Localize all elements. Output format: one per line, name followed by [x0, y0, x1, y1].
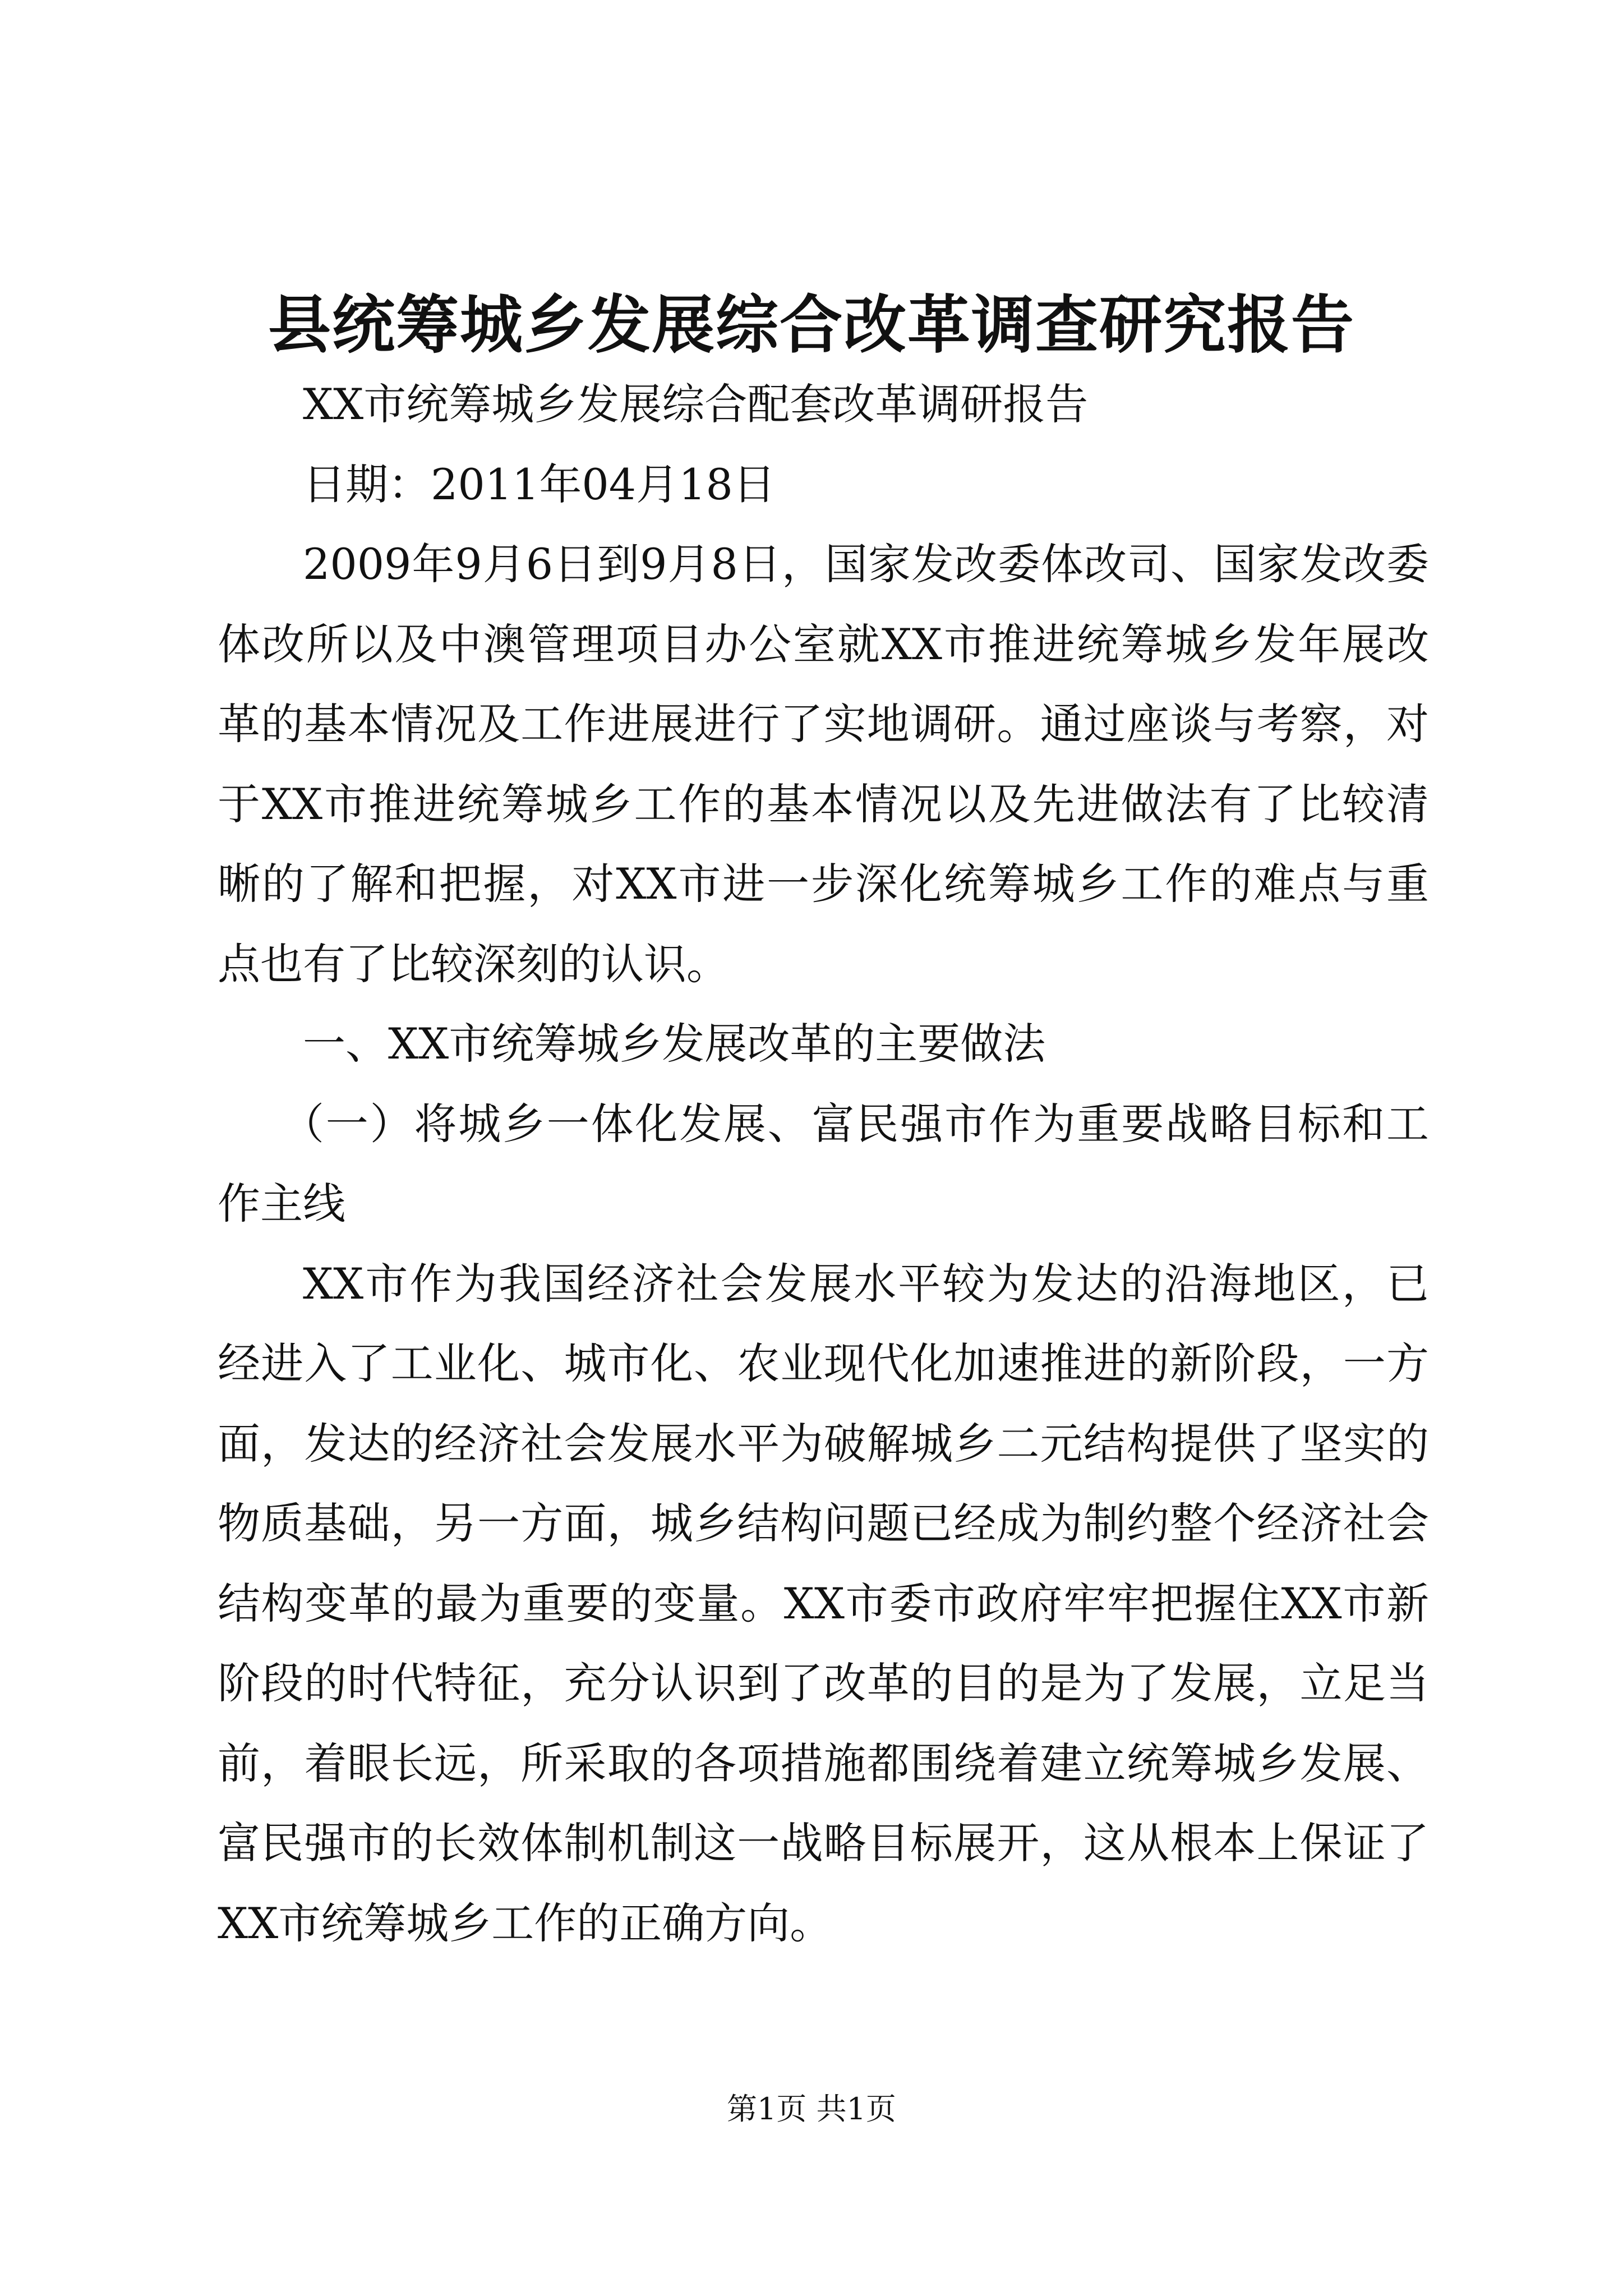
section-heading: 一、XX市统筹城乡发展改革的主要做法 — [303, 1019, 1046, 1069]
subtitle-paragraph: XX市统筹城乡发展综合配套改革调研报告 — [303, 379, 1089, 429]
document-body — [218, 365, 1429, 1963]
body-paragraph: XX市作为我国经济社会发展水平较为发达的沿海地区，已经进入了工业化、城市化、农业现代化加速推进的新阶段，一方面，发达的经济社会发展水平为破解城乡二元结构提供了坚实的物质基础，另一方面，城乡结构问题已经成为制约整个经济社会结构变革的最为重要的变量。XX市委市政府牢牢把握住XX市新阶段的时代特征，充分认识到了改革的目的是为了发展，立足当前，着眼长远，所采取的各项措施都围绕着建立统筹城乡发展、富民强市的长效体制机制这一战略目标展开，这从根本上保证了XX市统筹城乡工作的正确方向。 — [218, 1258, 1429, 1948]
intro-paragraph: 2009年9月6日到9月8日，国家发改委体改司、国家发改委体改所以及中澳管理项目办公室就XX市推进统筹城乡发年展改革的基本情况及工作进展进行了实地调研。通过座谈与考察，对于XX市推进统筹城乡工作的基本情况以及先进做法有了比较清晰的了解和把握，对XX市进一步深化统筹城乡工作的难点与重点也有了比较深刻的认识。 — [218, 539, 1429, 989]
subsection-heading: （一）将城乡一体化发展、富民强市作为重要战略目标和工作主线 — [218, 1098, 1429, 1228]
page-footer: 第1页 共1页 — [727, 2091, 896, 2127]
document-title: 县统筹城乡发展综合改革调查研究报告 — [268, 288, 1355, 362]
date-paragraph: 日期：2011年04月18日 — [303, 459, 776, 509]
